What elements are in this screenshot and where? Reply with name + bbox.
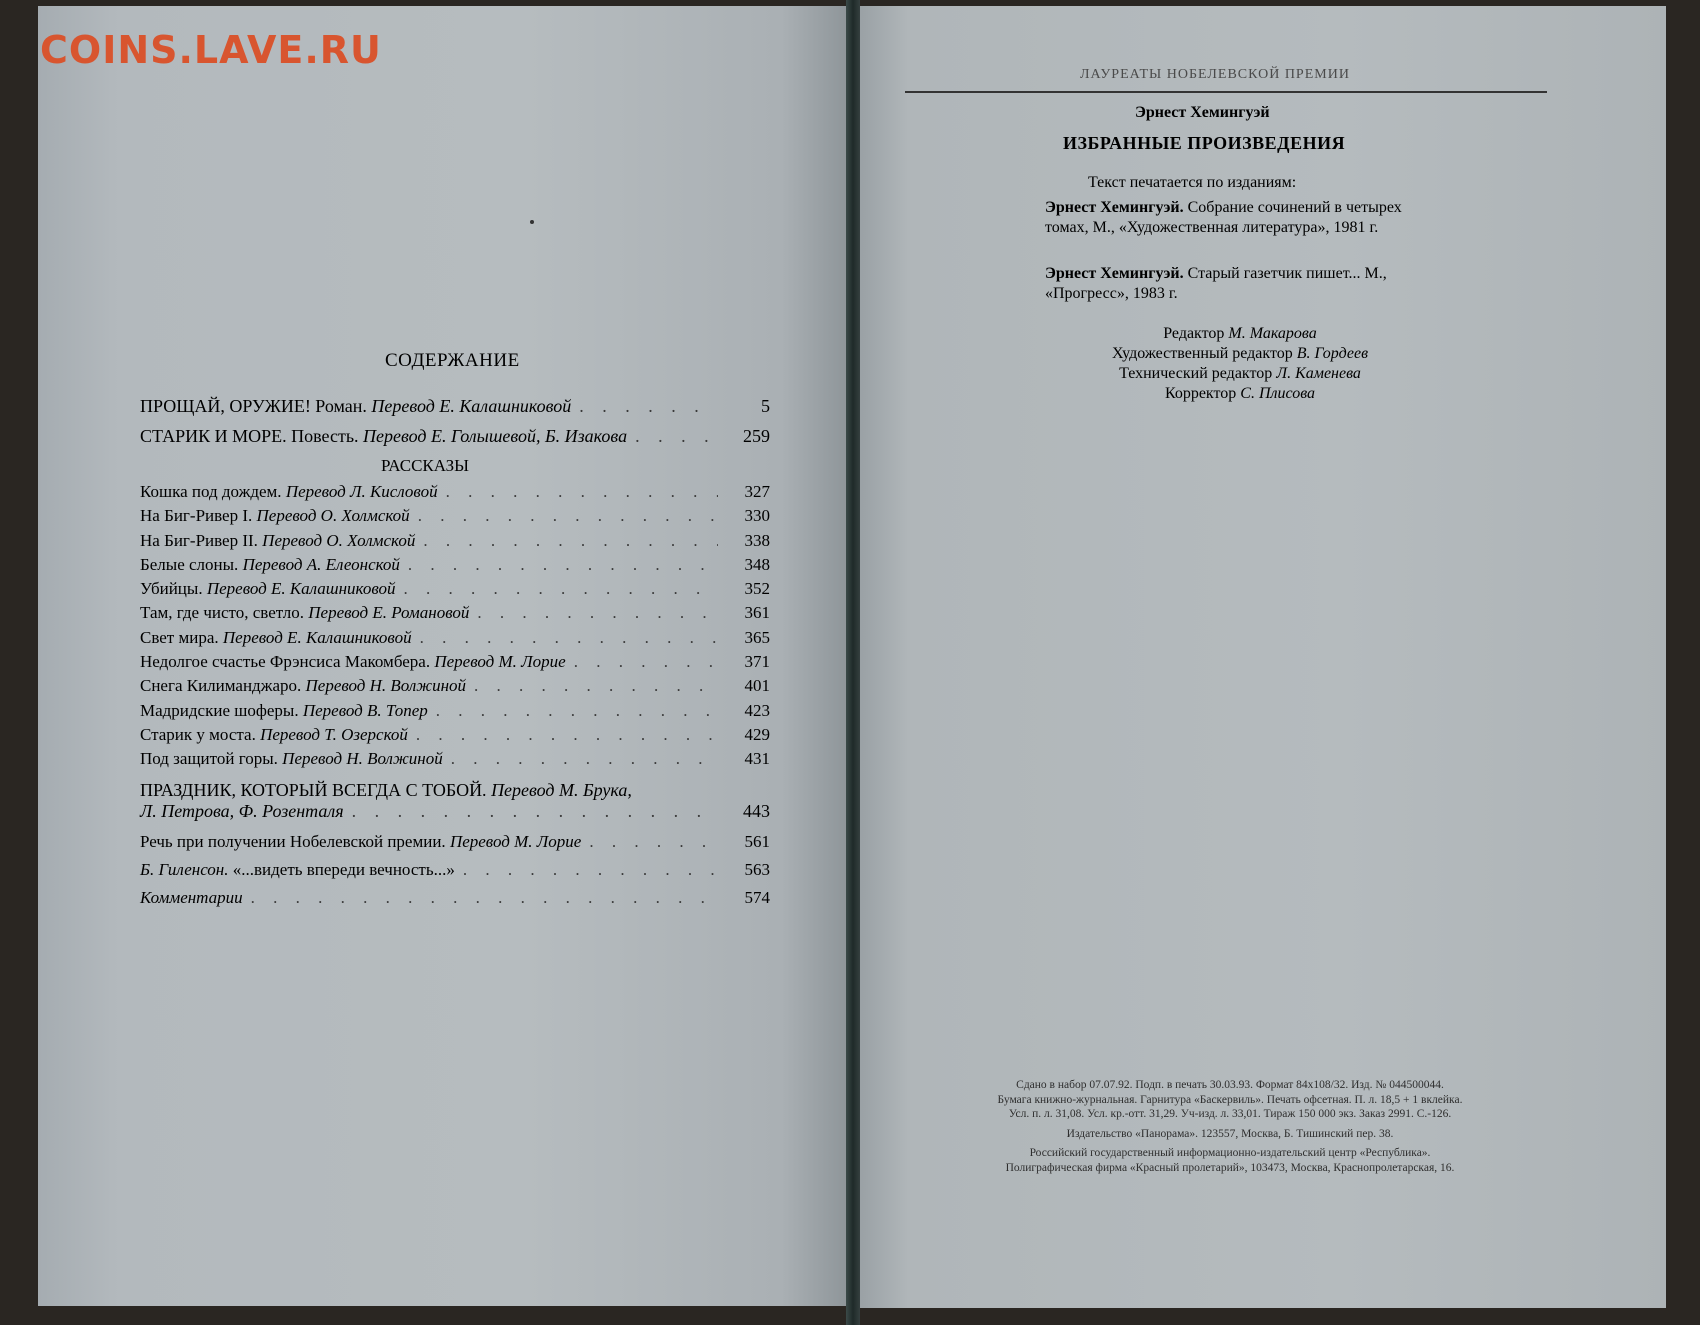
story-translator: Перевод Т. Озерской: [260, 724, 408, 744]
story-title: Там, где чисто, светло.: [140, 603, 304, 623]
story-translator: Перевод Е. Калашниковой: [222, 627, 412, 647]
ink-dot: [530, 220, 534, 224]
imprint-line: Издательство «Панорама». 123557, Москва, Б. Тишинский пер. 38.: [1066, 1127, 1394, 1140]
leader-dots: [436, 699, 718, 723]
imprint-line: Бумага книжно-журнальная. Гарнитура «Баскервиль». Печать офсетная. П. л. 18,5 + 1 вклейка.: [997, 1093, 1463, 1106]
source-2: [1045, 264, 1415, 304]
comments-entry: [140, 888, 770, 908]
entry-page: 259: [743, 426, 770, 446]
story-page: 330: [744, 506, 770, 526]
story-translator: Перевод В. Топер: [302, 700, 428, 720]
story-translator: Перевод Н. Волжиной: [305, 676, 467, 696]
leader-dots: [574, 650, 718, 674]
credit-name: В. Гордеев: [1296, 345, 1369, 362]
story-page: 361: [744, 603, 770, 623]
source-2-text: Старый газетчик пишет... М., «Прогресс», 1983 г.: [1045, 265, 1387, 302]
leader-dots: [404, 577, 718, 601]
series-title: ЛАУРЕАТЫ НОБЕЛЕВСКОЙ ПРЕМИИ: [1080, 67, 1350, 82]
entry-translator: Перевод Е. Калашниковой: [371, 396, 572, 416]
entry-title: СТАРИК И МОРЕ. Повесть.: [140, 426, 359, 446]
story-title: Мадридские шоферы.: [140, 700, 299, 720]
story-entry: [140, 626, 770, 650]
leader-dots: [408, 553, 718, 577]
speech-entry: [140, 832, 770, 852]
credit-name: С. Плисова: [1240, 385, 1316, 402]
story-entry: [140, 529, 770, 553]
sources-heading: Текст печатается по изданиям:: [1088, 174, 1297, 191]
toc-entry: [140, 426, 770, 447]
story-translator: Перевод Е. Калашниковой: [206, 579, 396, 599]
credit-line: [1040, 384, 1440, 404]
credits: [1040, 324, 1440, 404]
entry-title: ПРОЩАЙ, ОРУЖИЕ! Роман.: [140, 396, 367, 416]
story-page: 327: [744, 482, 770, 501]
leader-dots: [420, 626, 718, 650]
toc-entry: [140, 396, 770, 417]
leader-dots: [451, 747, 718, 771]
story-entry: [140, 553, 770, 577]
credit-role: Корректор: [1164, 385, 1237, 402]
imprint: [900, 1078, 1560, 1175]
imprint-line: Сдано в набор 07.07.92. Подп. в печать 30.03.93. Формат 84х108/32. Изд. № 044500044.: [1016, 1079, 1444, 1091]
story-title: На Биг-Ривер II.: [140, 530, 258, 550]
entry-translator: Перевод Е. Голышевой, Б. Изакова: [363, 426, 628, 446]
book-author: Эрнест Хемингуэй: [1135, 104, 1270, 121]
story-page: 348: [744, 554, 770, 574]
essay-page: 563: [744, 859, 770, 879]
essay-author: Б. Гиленсон.: [140, 859, 229, 879]
credit-role: Художественный редактор: [1111, 345, 1293, 362]
speech-translator: Перевод М. Лорие: [449, 831, 582, 851]
story-page: 371: [744, 652, 770, 672]
leader-dots: [477, 601, 718, 625]
source-1-author: Эрнест Хемингуэй.: [1045, 199, 1184, 216]
header-rule: [905, 91, 1547, 93]
story-entry: [140, 504, 770, 528]
story-translator: Перевод Н. Волжиной: [282, 749, 443, 769]
story-page: 431: [744, 749, 770, 769]
story-title: Старик у моста.: [140, 724, 256, 744]
leader-dots: [251, 888, 718, 908]
entry-page: 5: [761, 396, 770, 416]
source-2-author: Эрнест Хемингуэй.: [1045, 265, 1184, 282]
story-entry: [140, 747, 770, 771]
story-translator: Перевод Е. Романовой: [308, 603, 470, 623]
speech-page: 561: [744, 831, 770, 851]
story-entry: [140, 480, 770, 504]
story-translator: Перевод М. Лорие: [434, 652, 566, 672]
story-translator: Перевод О. Холмской: [256, 506, 410, 526]
leader-dots: [416, 723, 718, 747]
leader-dots: [463, 860, 718, 880]
essay-title: «...видеть впереди вечность...»: [232, 859, 455, 879]
credit-name: Л. Каменева: [1276, 365, 1361, 382]
feast-translator-1: Перевод М. Брука,: [491, 779, 632, 800]
comments-title: Комментарии: [140, 887, 243, 907]
leader-dots: [418, 504, 718, 528]
story-entry: [140, 650, 770, 674]
story-title: Под защитой горы.: [140, 749, 278, 769]
story-translator: Перевод Л. Кисловой: [285, 482, 438, 501]
imprint-line: Усл. п. л. 31,08. Усл. кр.-отт. 31,29. Уч-изд. л. 33,01. Тираж 150 000 экз. Заказ 2991. С.-126.: [1008, 1108, 1452, 1120]
source-1: [1045, 198, 1415, 238]
leader-dots: [635, 426, 718, 447]
credit-line: [1040, 344, 1440, 364]
story-translator: Перевод А. Елеонской: [242, 554, 400, 574]
credit-role: Редактор: [1163, 325, 1225, 342]
toc-title: СОДЕРЖАНИЕ: [385, 350, 520, 371]
story-entry: [140, 674, 770, 698]
leader-dots: [423, 529, 718, 553]
leader-dots: [579, 396, 718, 417]
story-title: Недолгое счастье Фрэнсиса Макомбера.: [140, 652, 431, 672]
story-entry: [140, 577, 770, 601]
section-title: РАССКАЗЫ: [381, 456, 469, 475]
speech-title: Речь при получении Нобелевской премии.: [140, 831, 446, 851]
story-title: Белые слоны.: [140, 554, 239, 574]
leader-dots: [474, 674, 718, 698]
feast-entry-line1: [140, 780, 770, 801]
story-title: Кошка под дождем.: [140, 482, 282, 501]
story-page: 423: [744, 700, 770, 720]
feast-page: 443: [743, 800, 770, 821]
essay-entry: [140, 860, 770, 880]
feast-entry-line2: [140, 801, 770, 822]
table-of-contents: [140, 396, 770, 916]
leader-dots: [352, 801, 718, 822]
feast-title: ПРАЗДНИК, КОТОРЫЙ ВСЕГДА С ТОБОЙ.: [140, 779, 487, 800]
leader-dots: [446, 480, 718, 504]
book-spine: [846, 0, 860, 1325]
story-title: Снега Килиманджаро.: [140, 676, 302, 696]
credit-line: [1040, 324, 1440, 344]
credit-line: [1040, 364, 1440, 384]
story-entry: [140, 699, 770, 723]
story-title: Убийцы.: [140, 579, 203, 599]
imprint-line: Российский государственный информационно-издательский центр «Республика».: [1029, 1147, 1431, 1159]
story-page: 401: [744, 676, 770, 696]
story-translator: Перевод О. Холмской: [262, 530, 416, 550]
watermark: COINS.LAVE.RU: [40, 28, 382, 72]
source-1-text: Собрание сочинений в четырех томах, М., «Художественная литература», 1981 г.: [1045, 199, 1402, 236]
leader-dots: [589, 832, 718, 852]
story-entry: [140, 723, 770, 747]
story-page: 365: [744, 627, 770, 647]
comments-page: 574: [744, 887, 770, 907]
story-page: 352: [744, 579, 770, 599]
story-page: 338: [744, 530, 770, 550]
story-page: 429: [744, 724, 770, 744]
credit-name: М. Макарова: [1228, 325, 1317, 342]
book-title: ИЗБРАННЫЕ ПРОИЗВЕДЕНИЯ: [1063, 133, 1346, 153]
imprint-line: Полиграфическая фирма «Красный пролетарий», 103473, Москва, Краснопролетарская, 16.: [1005, 1161, 1455, 1174]
story-title: Свет мира.: [140, 627, 219, 647]
story-title: На Биг-Ривер I.: [140, 506, 253, 526]
story-entry: [140, 601, 770, 625]
feast-translator-2: Л. Петрова, Ф. Розенталя: [140, 800, 344, 821]
credit-role: Технический редактор: [1119, 365, 1273, 382]
